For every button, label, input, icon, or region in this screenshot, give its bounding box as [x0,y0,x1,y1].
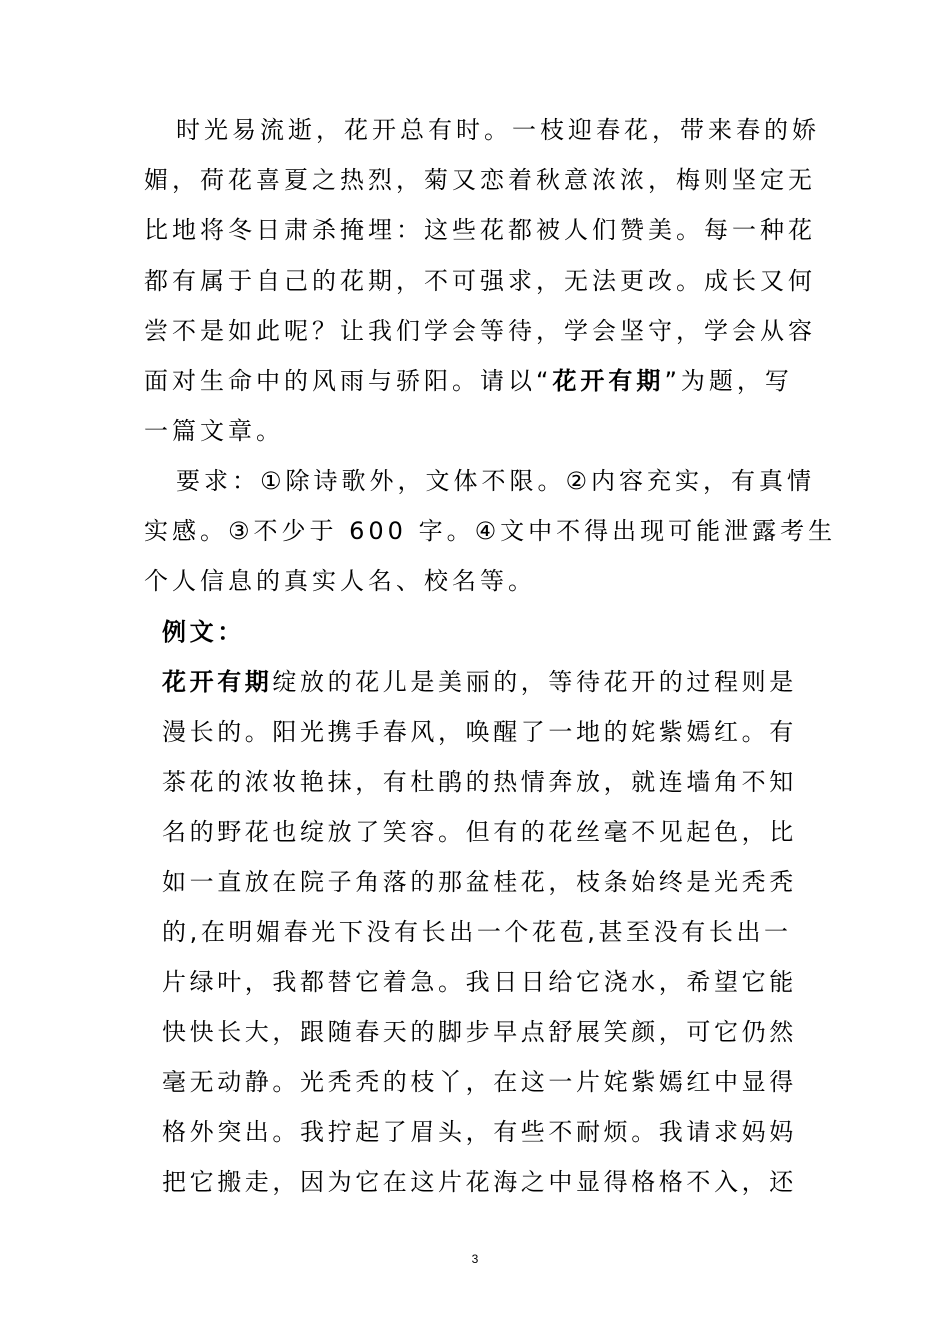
essay-line: 把它搬走，因为它在这片花海之中显得格格不入，还 [162,1168,797,1196]
requirements-line: 实感。③不少于 600 字。④文中不得出现可能泄露考生 [144,517,837,545]
prompt-text: 面对生命中的风雨与骄阳。请以“ [144,367,553,395]
requirements-line: 个人信息的真实人名、校名等。 [144,567,536,595]
page-number: 3 [471,1252,479,1266]
prompt-line: 比地将冬日肃杀掩埋：这些花都被人们赞美。每一种花 [144,216,816,244]
essay-line [162,667,797,697]
prompt-line: 时光易流逝，花开总有时。一枝迎春花，带来春的娇 [176,116,820,144]
essay-line: 如一直放在院子角落的那盆桂花，枝条始终是光秃秃 [162,868,797,896]
essay-topic: 花开有期 [552,367,665,395]
prompt-line: 一篇文章。 [144,417,284,445]
essay-line: 的,在明媚春光下没有长出一个花苞,甚至没有长出一 [162,918,792,946]
example-heading: 例文： [162,618,245,646]
essay-line: 格外突出。我拧起了眉头，有些不耐烦。我请求妈妈 [162,1118,797,1146]
prompt-line: 尝不是如此呢？让我们学会等待，学会坚守，学会从容 [144,317,816,345]
prompt-line: 媚，荷花喜夏之热烈，菊又恋着秋意浓浓，梅则坚定无 [144,166,816,194]
prompt-line: 都有属于自己的花期，不可强求，无法更改。成长又何 [144,267,816,295]
essay-title: 花开有期 [162,668,273,696]
prompt-line [144,366,793,396]
essay-line: 名的野花也绽放了笑容。但有的花丝毫不见起色，比 [162,818,797,846]
essay-line: 茶花的浓妆艳抹，有杜鹃的热情奔放，就连墙角不知 [162,768,797,796]
requirements-line: 要求：①除诗歌外，文体不限。②内容充实，有真情 [176,467,816,495]
essay-line: 漫长的。阳光携手春风，唤醒了一地的姹紫嫣红。有 [162,718,797,746]
essay-line: 毫无动静。光秃秃的枝丫，在这一片姹紫嫣红中显得 [162,1068,797,1096]
prompt-text: ”为题，写 [664,367,793,395]
essay-line: 快快长大，跟随春天的脚步早点舒展笑颜，可它仍然 [162,1018,797,1046]
essay-line: 片绿叶，我都替它着急。我日日给它浇水，希望它能 [162,968,797,996]
essay-text: 绽放的花儿是美丽的，等待花开的过程则是 [272,668,797,696]
